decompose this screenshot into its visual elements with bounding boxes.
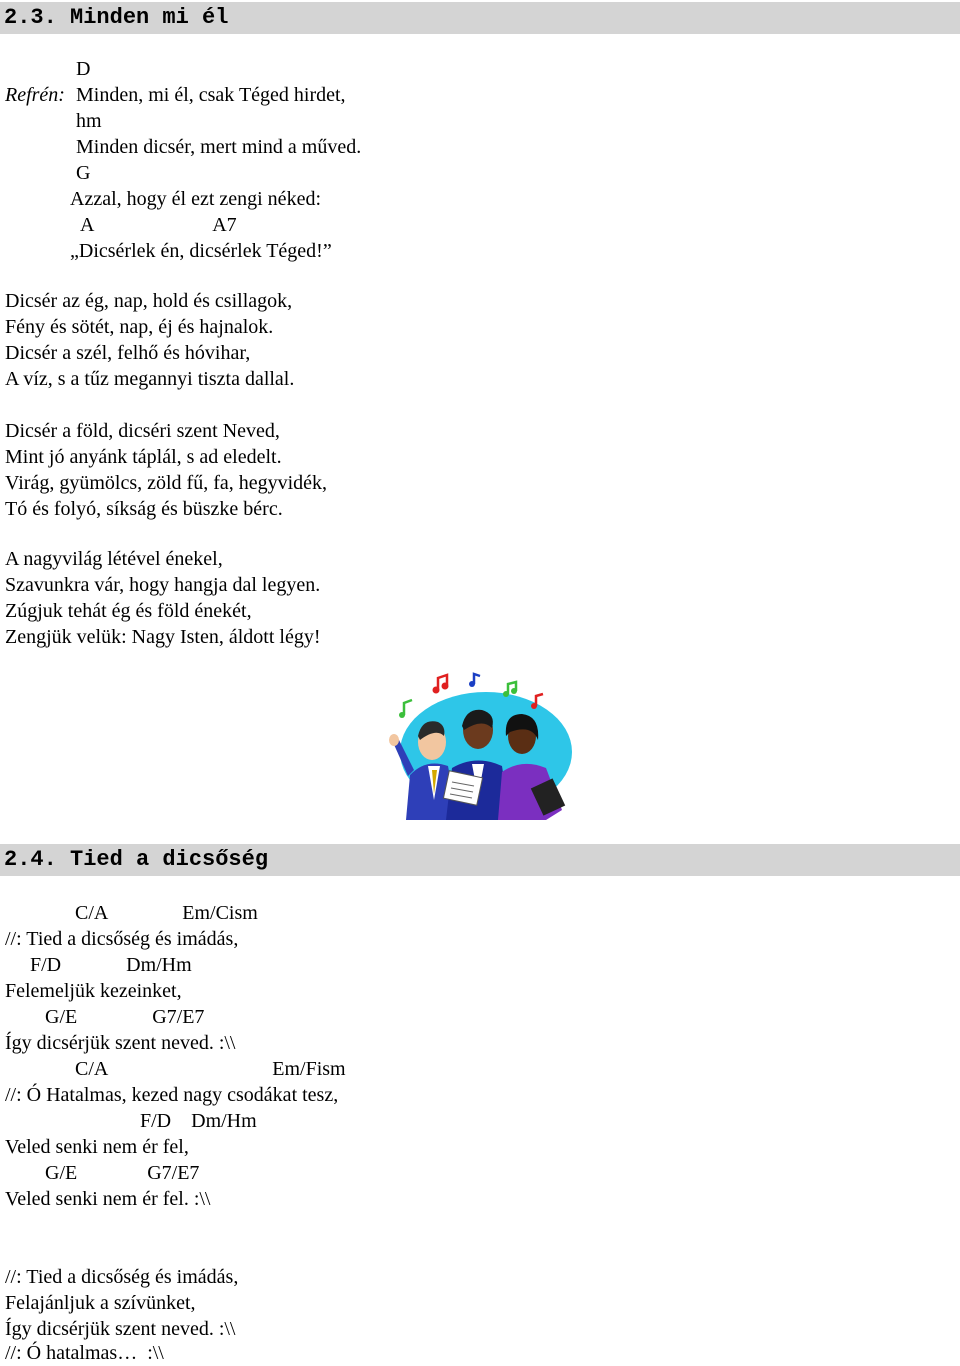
lyric-line: //: Tied a dicsőség és imádás, <box>5 1266 239 1288</box>
refrain-label: Refrén: <box>5 84 65 106</box>
chord-line: G/E G7/E7 <box>5 1006 205 1028</box>
chord-line: C/A Em/Fism <box>5 1058 346 1080</box>
verse-line: Dicsér a föld, dicséri szent Neved, <box>5 420 280 442</box>
verse-line: Dicsér az ég, nap, hold és csillagok, <box>5 290 293 312</box>
lyric-line: Minden dicsér, mert mind a műved. <box>76 136 362 158</box>
verse-line: Mint jó anyánk táplál, s ad eledelt. <box>5 446 282 468</box>
chord-line: G <box>76 162 91 184</box>
verse-line: Dicsér a szél, felhő és hóvihar, <box>5 342 251 364</box>
lyric-line: Veled senki nem ér fel, <box>5 1136 189 1158</box>
song-title-tied-a-dicsoseg: 2.4. Tied a dicsőség <box>0 844 960 876</box>
lyric-line: Minden, mi él, csak Téged hirdet, <box>76 84 346 106</box>
lyric-line: Így dicsérjük szent neved. :\\ <box>5 1318 236 1340</box>
lyric-line: //: Ó Hatalmas, kezed nagy csodákat tesz, <box>5 1084 339 1106</box>
verse-line: A nagyvilág létével énekel, <box>5 548 223 570</box>
lyric-line: Azzal, hogy él ezt zengi néked: <box>70 188 321 210</box>
chord-line: F/D Dm/Hm <box>5 954 192 976</box>
lyric-line: Felemeljük kezeinket, <box>5 980 182 1002</box>
chord-line: C/A Em/Cism <box>5 902 258 924</box>
chord-line: hm <box>76 110 102 132</box>
lyric-line: Felajánljuk a szívünket, <box>5 1292 196 1314</box>
choir-singers-clipart <box>386 670 576 820</box>
lyric-line: //: Tied a dicsőség és imádás, <box>5 928 239 950</box>
verse-line: Fény és sötét, nap, éj és hajnalok. <box>5 316 274 338</box>
verse-line: A víz, s a tűz megannyi tiszta dallal. <box>5 368 295 390</box>
chord-line: D <box>76 58 91 80</box>
lyric-line: „Dicsérlek én, dicsérlek Téged!” <box>70 240 332 262</box>
chord-line: A A7 <box>80 214 237 236</box>
verse-line: Zengjük velük: Nagy Isten, áldott légy! <box>5 626 321 648</box>
verse-line: Virág, gyümölcs, zöld fű, fa, hegyvidék, <box>5 472 328 494</box>
lyric-line: //: Ó hatalmas… :\\ <box>5 1342 164 1364</box>
lyric-line: Így dicsérjük szent neved. :\\ <box>5 1032 236 1054</box>
verse-line: Szavunkra vár, hogy hangja dal legyen. <box>5 574 321 596</box>
verse-line: Tó és folyó, síkság és büszke bérc. <box>5 498 283 520</box>
song-title-minden-mi-el: 2.3. Minden mi él <box>0 2 960 34</box>
lyric-line: Veled senki nem ér fel. :\\ <box>5 1188 211 1210</box>
chord-line: F/D Dm/Hm <box>5 1110 257 1132</box>
verse-line: Zúgjuk tehát ég és föld énekét, <box>5 600 252 622</box>
chord-line: G/E G7/E7 <box>5 1162 200 1184</box>
